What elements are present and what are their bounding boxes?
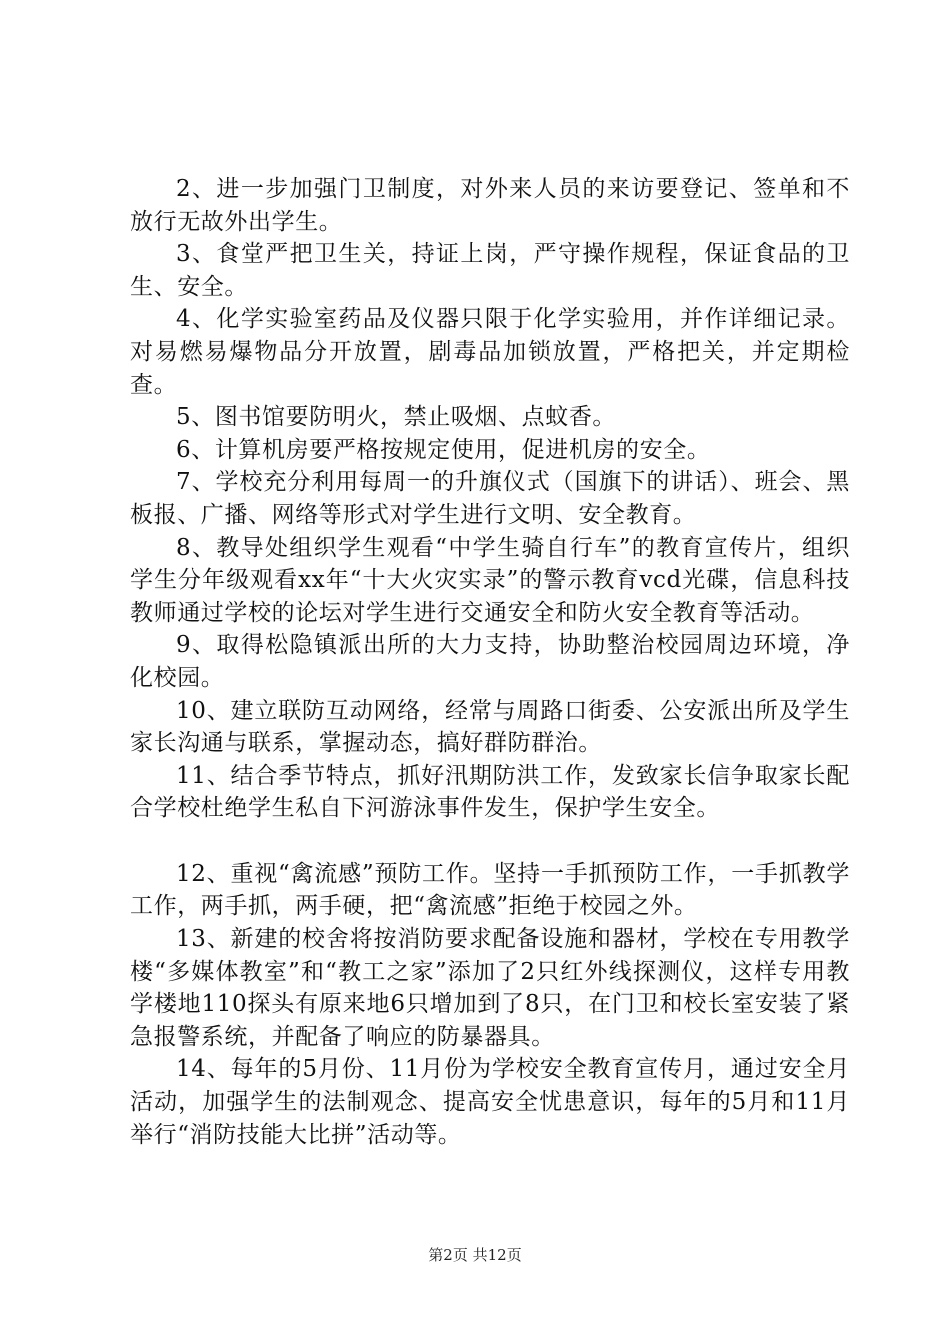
paragraph-item-5: 5、图书馆要防明火，禁止吸烟、点蚊香。 <box>176 404 617 431</box>
paragraph-item-12: 12、重视“禽流感”预防工作。坚持一手抓预防工作，一手抓教学工作，两手抓，两手硬，把“禽流感”拒绝于校园之外。 <box>130 860 850 920</box>
paragraph-item-2: 2、进一步加强门卫制度，对外来人员的来访要登记、签单和不放行无故外出学生。 <box>130 176 850 235</box>
document-body <box>130 173 850 1151</box>
paragraph-item-8: 8、教导处组织学生观看“中学生骑自行车”的教育宣传片，组织学生分年级观看xx年“十大火灾实录”的警示教育vcd光碟，信息科技教师通过学校的论坛对学生进行交通安全和防火安全教育等活动。 <box>130 534 850 626</box>
paragraph-item-11: 11、结合季节特点，抓好汛期防洪工作，发致家长信争取家长配合学校杜绝学生私自下河游泳事件发生，保护学生安全。 <box>130 762 850 822</box>
paragraph-item-4: 4、化学实验室药品及仪器只限于化学实验用，并作详细记录。对易燃易爆物品分开放置，剧毒品加锁放置，严格把关，并定期检查。 <box>130 306 850 398</box>
paragraph-item-14: 14、每年的5月份、11月份为学校安全教育宣传月，通过安全月活动，加强学生的法制观念、提高安全忧患意识，每年的5月和11月举行“消防技能大比拼”活动等。 <box>130 1056 850 1148</box>
paragraph-item-13: 13、新建的校舍将按消防要求配备设施和器材，学校在专用教学楼“多媒体教室”和“教工之家”添加了2只红外线探测仪，这样专用教学楼地110探头有原来地6只增加到了8只，在门卫和校长室安装了紧急报警系统，并配备了响应的防暴器具。 <box>130 926 850 1050</box>
paragraph-item-10: 10、建立联防互动网络，经常与周路口街委、公安派出所及学生家长沟通与联系，掌握动态，搞好群防群治。 <box>130 697 850 757</box>
paragraph-item-6: 6、计算机房要严格按规定使用，促进机房的安全。 <box>176 436 711 463</box>
paragraph-item-9: 9、取得松隐镇派出所的大力支持，协助整治校园周边环境，净化校园。 <box>130 632 850 691</box>
page-number-footer: 第2页 共12页 <box>428 1246 522 1264</box>
paragraph-item-3: 3、食堂严把卫生关，持证上岗，严守操作规程，保证食品的卫生、安全。 <box>130 241 850 300</box>
paragraph-item-7: 7、学校充分利用每周一的升旗仪式（国旗下的讲话）、班会、黑板报、广播、网络等形式对学生进行文明、安全教育。 <box>130 469 850 528</box>
